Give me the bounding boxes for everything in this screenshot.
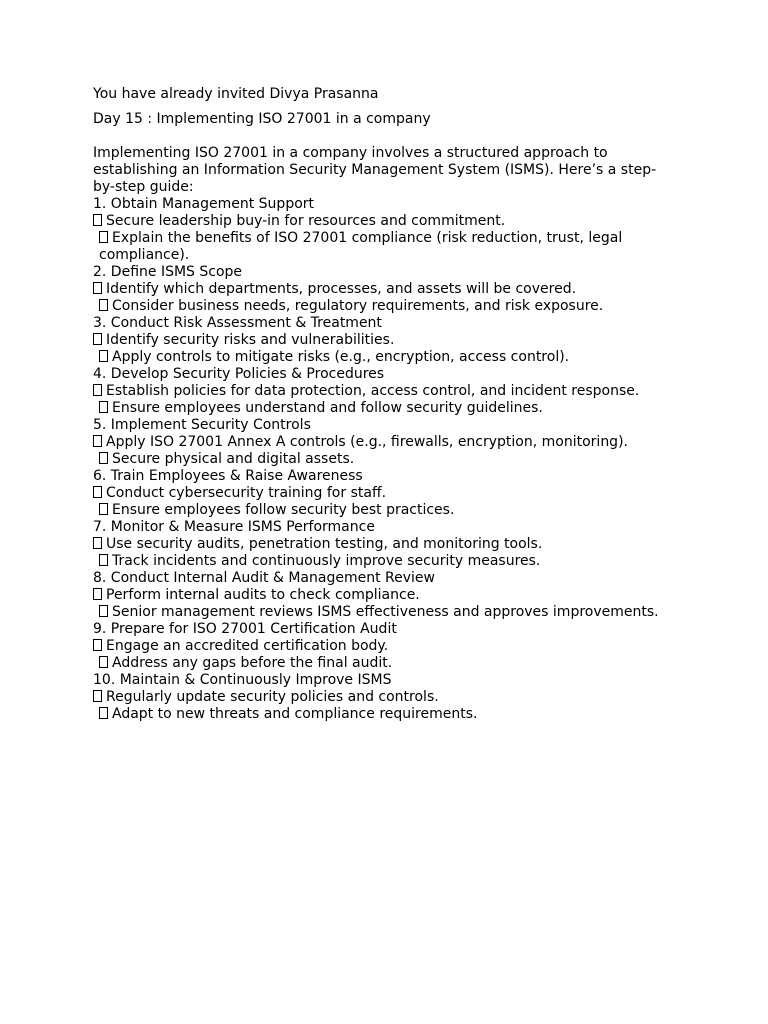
step-title: 2. Define ISMS Scope <box>93 264 243 280</box>
step-bullet <box>93 485 693 502</box>
bullet-text: Senior management reviews ISMS effectiveness and approves improvements. <box>112 604 659 620</box>
step-title: 7. Monitor & Measure ISMS Performance <box>93 519 375 535</box>
missing-glyph-icon <box>99 707 108 719</box>
missing-glyph-icon <box>99 503 108 515</box>
missing-glyph-icon <box>99 605 108 617</box>
bullet-text: Adapt to new threats and compliance requirements. <box>112 706 478 722</box>
step-title: 9. Prepare for ISO 27001 Certification Audit <box>93 621 397 637</box>
step-bullet <box>93 536 693 553</box>
step-bullet <box>93 434 693 451</box>
step-bullet <box>93 553 693 570</box>
bullet-text: Engage an accredited certification body. <box>106 638 389 654</box>
missing-glyph-icon <box>99 554 108 566</box>
bullet-text: Secure leadership buy-in for resources and commitment. <box>106 213 506 229</box>
step-bullet <box>93 451 693 468</box>
step-bullet <box>93 349 693 366</box>
missing-glyph-icon <box>93 282 102 294</box>
step-bullet <box>93 655 693 672</box>
bullet-text: Establish policies for data protection, access control, and incident response. <box>106 383 640 399</box>
missing-glyph-icon <box>93 435 102 447</box>
missing-glyph-icon <box>99 231 108 243</box>
document-page <box>93 86 693 723</box>
step-bullet <box>93 332 693 349</box>
step-bullet <box>93 706 693 723</box>
step-bullet <box>93 604 693 621</box>
day-title: Day 15 : Implementing ISO 27001 in a company <box>93 111 431 127</box>
step-title: 4. Develop Security Policies & Procedures <box>93 366 385 382</box>
step-bullet <box>93 638 693 655</box>
bullet-text: Secure physical and digital assets. <box>112 451 355 467</box>
bullet-text: Address any gaps before the final audit. <box>112 655 393 671</box>
invite-status-text: You have already invited Divya Prasanna <box>93 86 379 102</box>
step-title: 3. Conduct Risk Assessment & Treatment <box>93 315 382 331</box>
step-bullet <box>93 400 693 417</box>
bullet-text: Use security audits, penetration testing, and monitoring tools. <box>106 536 543 552</box>
step-title: 6. Train Employees & Raise Awareness <box>93 468 363 484</box>
missing-glyph-icon <box>99 452 108 464</box>
missing-glyph-icon <box>93 537 102 549</box>
step-title: 8. Conduct Internal Audit & Management Review <box>93 570 435 586</box>
step-title: 10. Maintain & Continuously Improve ISMS <box>93 672 392 688</box>
step-bullet <box>93 383 693 400</box>
bullet-text: Conduct cybersecurity training for staff. <box>106 485 387 501</box>
missing-glyph-icon <box>93 333 102 345</box>
steps-list <box>93 196 693 723</box>
bullet-text: Track incidents and continuously improve security measures. <box>112 553 541 569</box>
bullet-text: Ensure employees understand and follow security guidelines. <box>112 400 543 416</box>
step-bullet <box>93 281 693 298</box>
intro-paragraph: Implementing ISO 27001 in a company involves a structured approach to establishing an Information Security Management System (ISMS). Here’s a step-by-step guide: <box>93 145 657 195</box>
step-bullet <box>93 213 693 230</box>
step-bullet <box>93 298 693 315</box>
missing-glyph-icon <box>93 588 102 600</box>
missing-glyph-icon <box>93 486 102 498</box>
bullet-text: Consider business needs, regulatory requirements, and risk exposure. <box>112 298 604 314</box>
step-bullet <box>93 587 693 604</box>
missing-glyph-icon <box>93 214 102 226</box>
bullet-text: Perform internal audits to check compliance. <box>106 587 420 603</box>
missing-glyph-icon <box>99 299 108 311</box>
missing-glyph-icon <box>99 656 108 668</box>
step-bullet <box>93 689 693 706</box>
bullet-text: Explain the benefits of ISO 27001 compliance (risk reduction, trust, legal compliance). <box>99 230 623 263</box>
step-bullet <box>93 502 693 519</box>
bullet-text: Ensure employees follow security best practices. <box>112 502 455 518</box>
bullet-text: Regularly update security policies and controls. <box>106 689 439 705</box>
bullet-text: Apply controls to mitigate risks (e.g., encryption, access control). <box>112 349 570 365</box>
step-title: 1. Obtain Management Support <box>93 196 315 212</box>
missing-glyph-icon <box>93 690 102 702</box>
bullet-text: Identify security risks and vulnerabilities. <box>106 332 395 348</box>
step-bullet <box>93 230 693 264</box>
step-title: 5. Implement Security Controls <box>93 417 311 433</box>
missing-glyph-icon <box>99 401 108 413</box>
missing-glyph-icon <box>93 384 102 396</box>
missing-glyph-icon <box>93 639 102 651</box>
missing-glyph-icon <box>99 350 108 362</box>
bullet-text: Identify which departments, processes, and assets will be covered. <box>106 281 577 297</box>
bullet-text: Apply ISO 27001 Annex A controls (e.g., firewalls, encryption, monitoring). <box>106 434 628 450</box>
